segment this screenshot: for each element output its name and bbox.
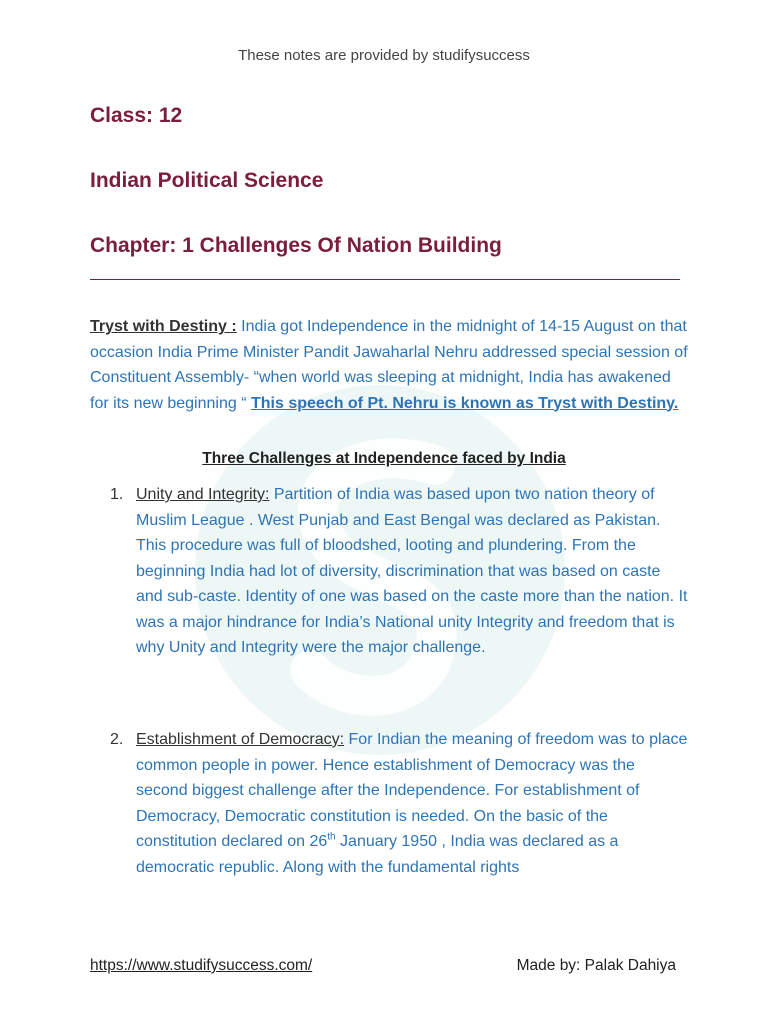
list-number: 2.	[110, 731, 124, 748]
chapter-heading: Chapter: 1 Challenges Of Nation Building	[90, 234, 502, 257]
list-item-lead: Establishment of Democracy:	[136, 731, 345, 748]
footer-website-link[interactable]: https://www.studifysuccess.com/	[90, 957, 313, 974]
list-item-text-continued: January 1950 , India was declared as a democratic republic. Along with the fundamental rights	[136, 833, 619, 876]
intro-term: Tryst with Destiny :	[90, 318, 237, 335]
header-note: These notes are provided by studifysuccess	[238, 47, 530, 64]
superscript: th	[327, 831, 336, 843]
list-item-text: For Indian the meaning of freedom was to place common people in power. Hence establishment of Democracy was the second biggest challenge after the Independence. For establishment of Democracy, Democratic constitution is needed. On the basic of the constitution declared on 26	[136, 731, 688, 850]
class-heading: Class: 12	[90, 104, 183, 127]
list-item-lead: Unity and Integrity:	[136, 486, 270, 503]
heading-divider	[90, 279, 680, 280]
footer-author: Made by: Palak Dahiya	[516, 957, 676, 974]
intro-highlight: This speech of Pt. Nehru is known as Tryst with Destiny.	[250, 394, 679, 412]
list-item	[110, 482, 690, 661]
list-item-text: Partition of India was based upon two nation theory of Muslim League . West Punjab and East Bengal was declared as Pakistan. This procedure was full of bloodshed, looting and plundering. From the beginning India had lot of diversity, discrimination that was based on caste and sub-caste. Identity of one was based on the caste more than the nation. It was a major hindrance for India’s National unity Integrity and freedom that is why Unity and Integrity were the major challenge.	[136, 486, 688, 656]
list-item	[110, 727, 690, 880]
intro-text: India got Independence in the midnight of 14-15 August on that occasion India Prime Minister Pandit Jawaharlal Nehru addressed special session of Constituent Assembly- “when world was sleeping at midnight, India has awakened for its new beginning “	[90, 318, 688, 412]
list-number: 1.	[110, 486, 124, 503]
section-title: Three Challenges at Independence faced by India	[202, 450, 566, 467]
subject-heading: Indian Political Science	[90, 169, 324, 192]
intro-paragraph	[90, 314, 690, 416]
